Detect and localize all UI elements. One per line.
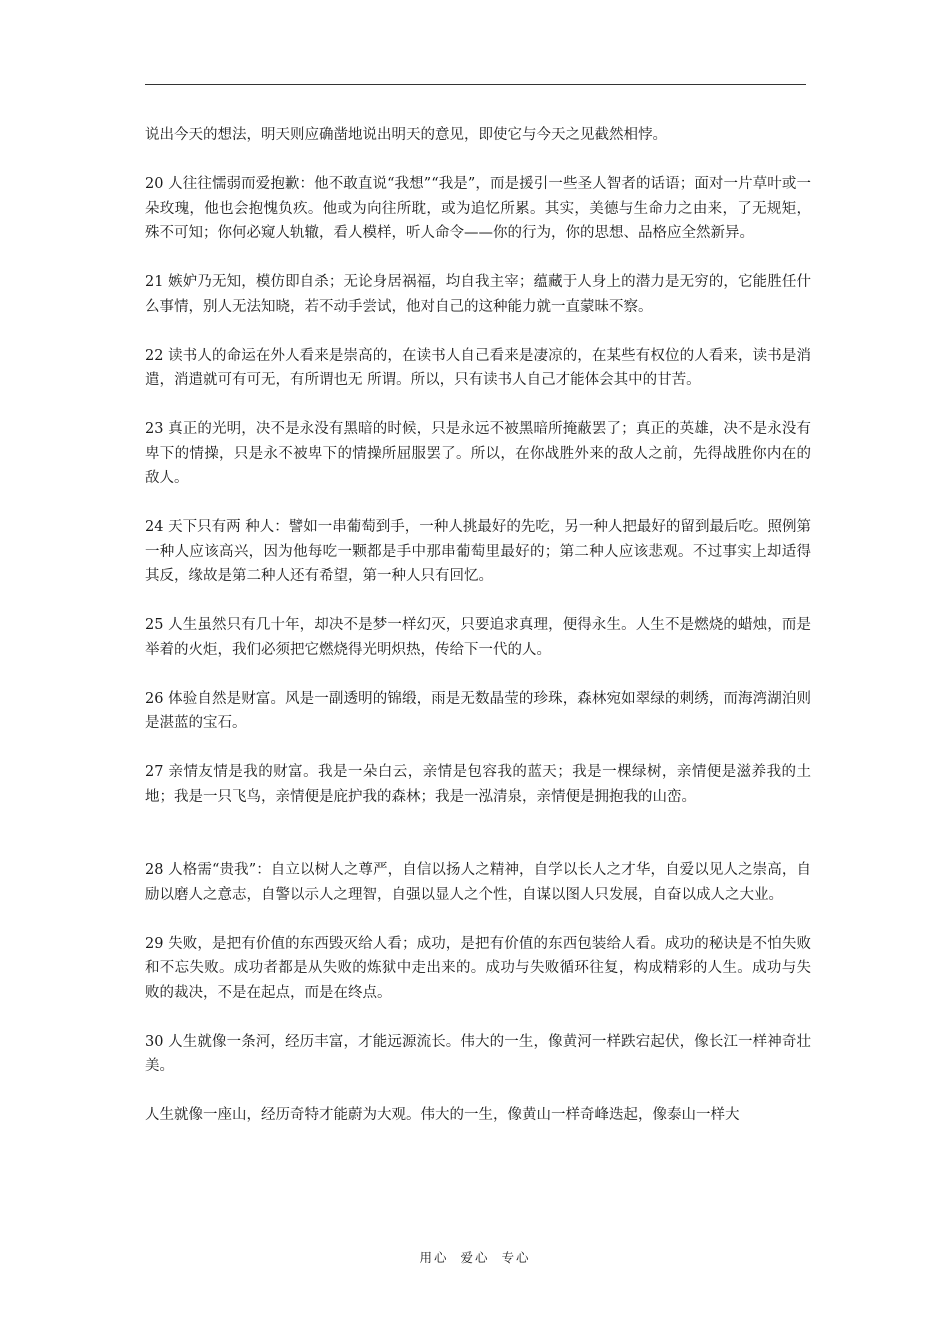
paragraph-24: 24 天下只有两 种人：譬如一串葡萄到手，一种人挑最好的先吃，另一种人把最好的留到最后吃。照例第一种人应该高兴，因为他每吃一颗都是手中那串葡萄里最好的；第二种人应该悲观。不过事实上却适得其反，缘故是第二种人还有希望，第一种人只有回忆。 [145, 519, 811, 584]
paragraph-29: 29 失败，是把有价值的东西毁灭给人看；成功，是把有价值的东西包装给人看。成功的秘诀是不怕失败和不忘失败。成功者都是从失败的炼狱中走出来的。成功与失败循环往复，构成精彩的人生。成功与失败的裁决，不是在起点，而是在终点。 [145, 935, 811, 1001]
paragraph-28: 28 人格需“贵我”：自立以树人之尊严，自信以扬人之精神，自学以长人之才华，自爱以见人之崇高，自励以磨人之意志，自警以示人之理智，自强以显人之个性，自谋以图人只发展，自奋以成人之大业。 [145, 862, 811, 903]
paragraph-23: 23 真正的光明，决不是永没有黑暗的时候，只是永远不被黑暗所掩蔽罢了；真正的英雄，决不是永没有卑下的情操，只是永不被卑下的情操所屈服罢了。所以，在你战胜外来的敌人之前，先得战胜你内在的敌人。 [145, 421, 811, 486]
paragraph-30: 30 人生就像一条河，经历丰富，才能远源流长。伟大的一生，像黄河一样跌宕起伏，像长江一样神奇壮美。 [145, 1033, 811, 1074]
paragraph-27: 27 亲情友情是我的财富。我是一朵白云，亲情是包容我的蓝天；我是一棵绿树，亲情便是滋养我的土地；我是一只飞鸟，亲情便是庇护我的森林；我是一泓清泉，亲情便是拥抱我的山峦。 [145, 764, 811, 805]
header-rule [145, 84, 806, 85]
paragraph-21: 21 嫉妒乃无知，模仿即自杀；无论身居祸福，均自我主宰；蕴藏于人身上的潜力是无穷的，它能胜任什么事情，别人无法知晓，若不动手尝试，他对自己的这种能力就一直蒙昧不察。 [145, 274, 811, 315]
paragraph-22: 22 读书人的命运在外人看来是崇高的，在读书人自己看来是凄凉的，在某些有权位的人看来，读书是消遣，消遣就可有可无，有所谓也无 所谓。所以，只有读书人自己才能体会其中的甘苦。 [145, 347, 811, 388]
paragraph-30-continued: 人生就像一座山，经历奇特才能蔚为大观。伟大的一生，像黄山一样奇峰迭起，像泰山一样大 [145, 1107, 740, 1123]
document-body [145, 123, 811, 1128]
paragraph-25: 25 人生虽然只有几十年，却决不是梦一样幻灭，只要追求真理，便得永生。人生不是燃烧的蜡烛，而是举着的火炬，我们必须把它燃烧得光明炽热，传给下一代的人。 [145, 617, 811, 658]
paragraph-continuation: 说出今天的想法，明天则应确凿地说出明天的意见，即使它与今天之见截然相悖。 [145, 127, 667, 143]
paragraph-20: 20 人往往懦弱而爱抱歉：他不敢直说“我想”“我是”，而是援引一些圣人智者的话语；面对一片草叶或一朵玫瑰，他也会抱愧负疚。他或为向往所耽，或为追忆所累。其实，美德与生命力之由来，了无规矩，殊不可知；你何必窥人轨辙，看人模样，听人命令——你的行为，你的思想、品格应全然新异。 [145, 176, 811, 241]
paragraph-26: 26 体验自然是财富。风是一副透明的锦缎，雨是无数晶莹的珍珠，森林宛如翠绿的刺绣，而海湾湖泊则是湛蓝的宝石。 [145, 690, 811, 731]
page-footer: 用心 爱心 专心 [419, 1250, 531, 1265]
